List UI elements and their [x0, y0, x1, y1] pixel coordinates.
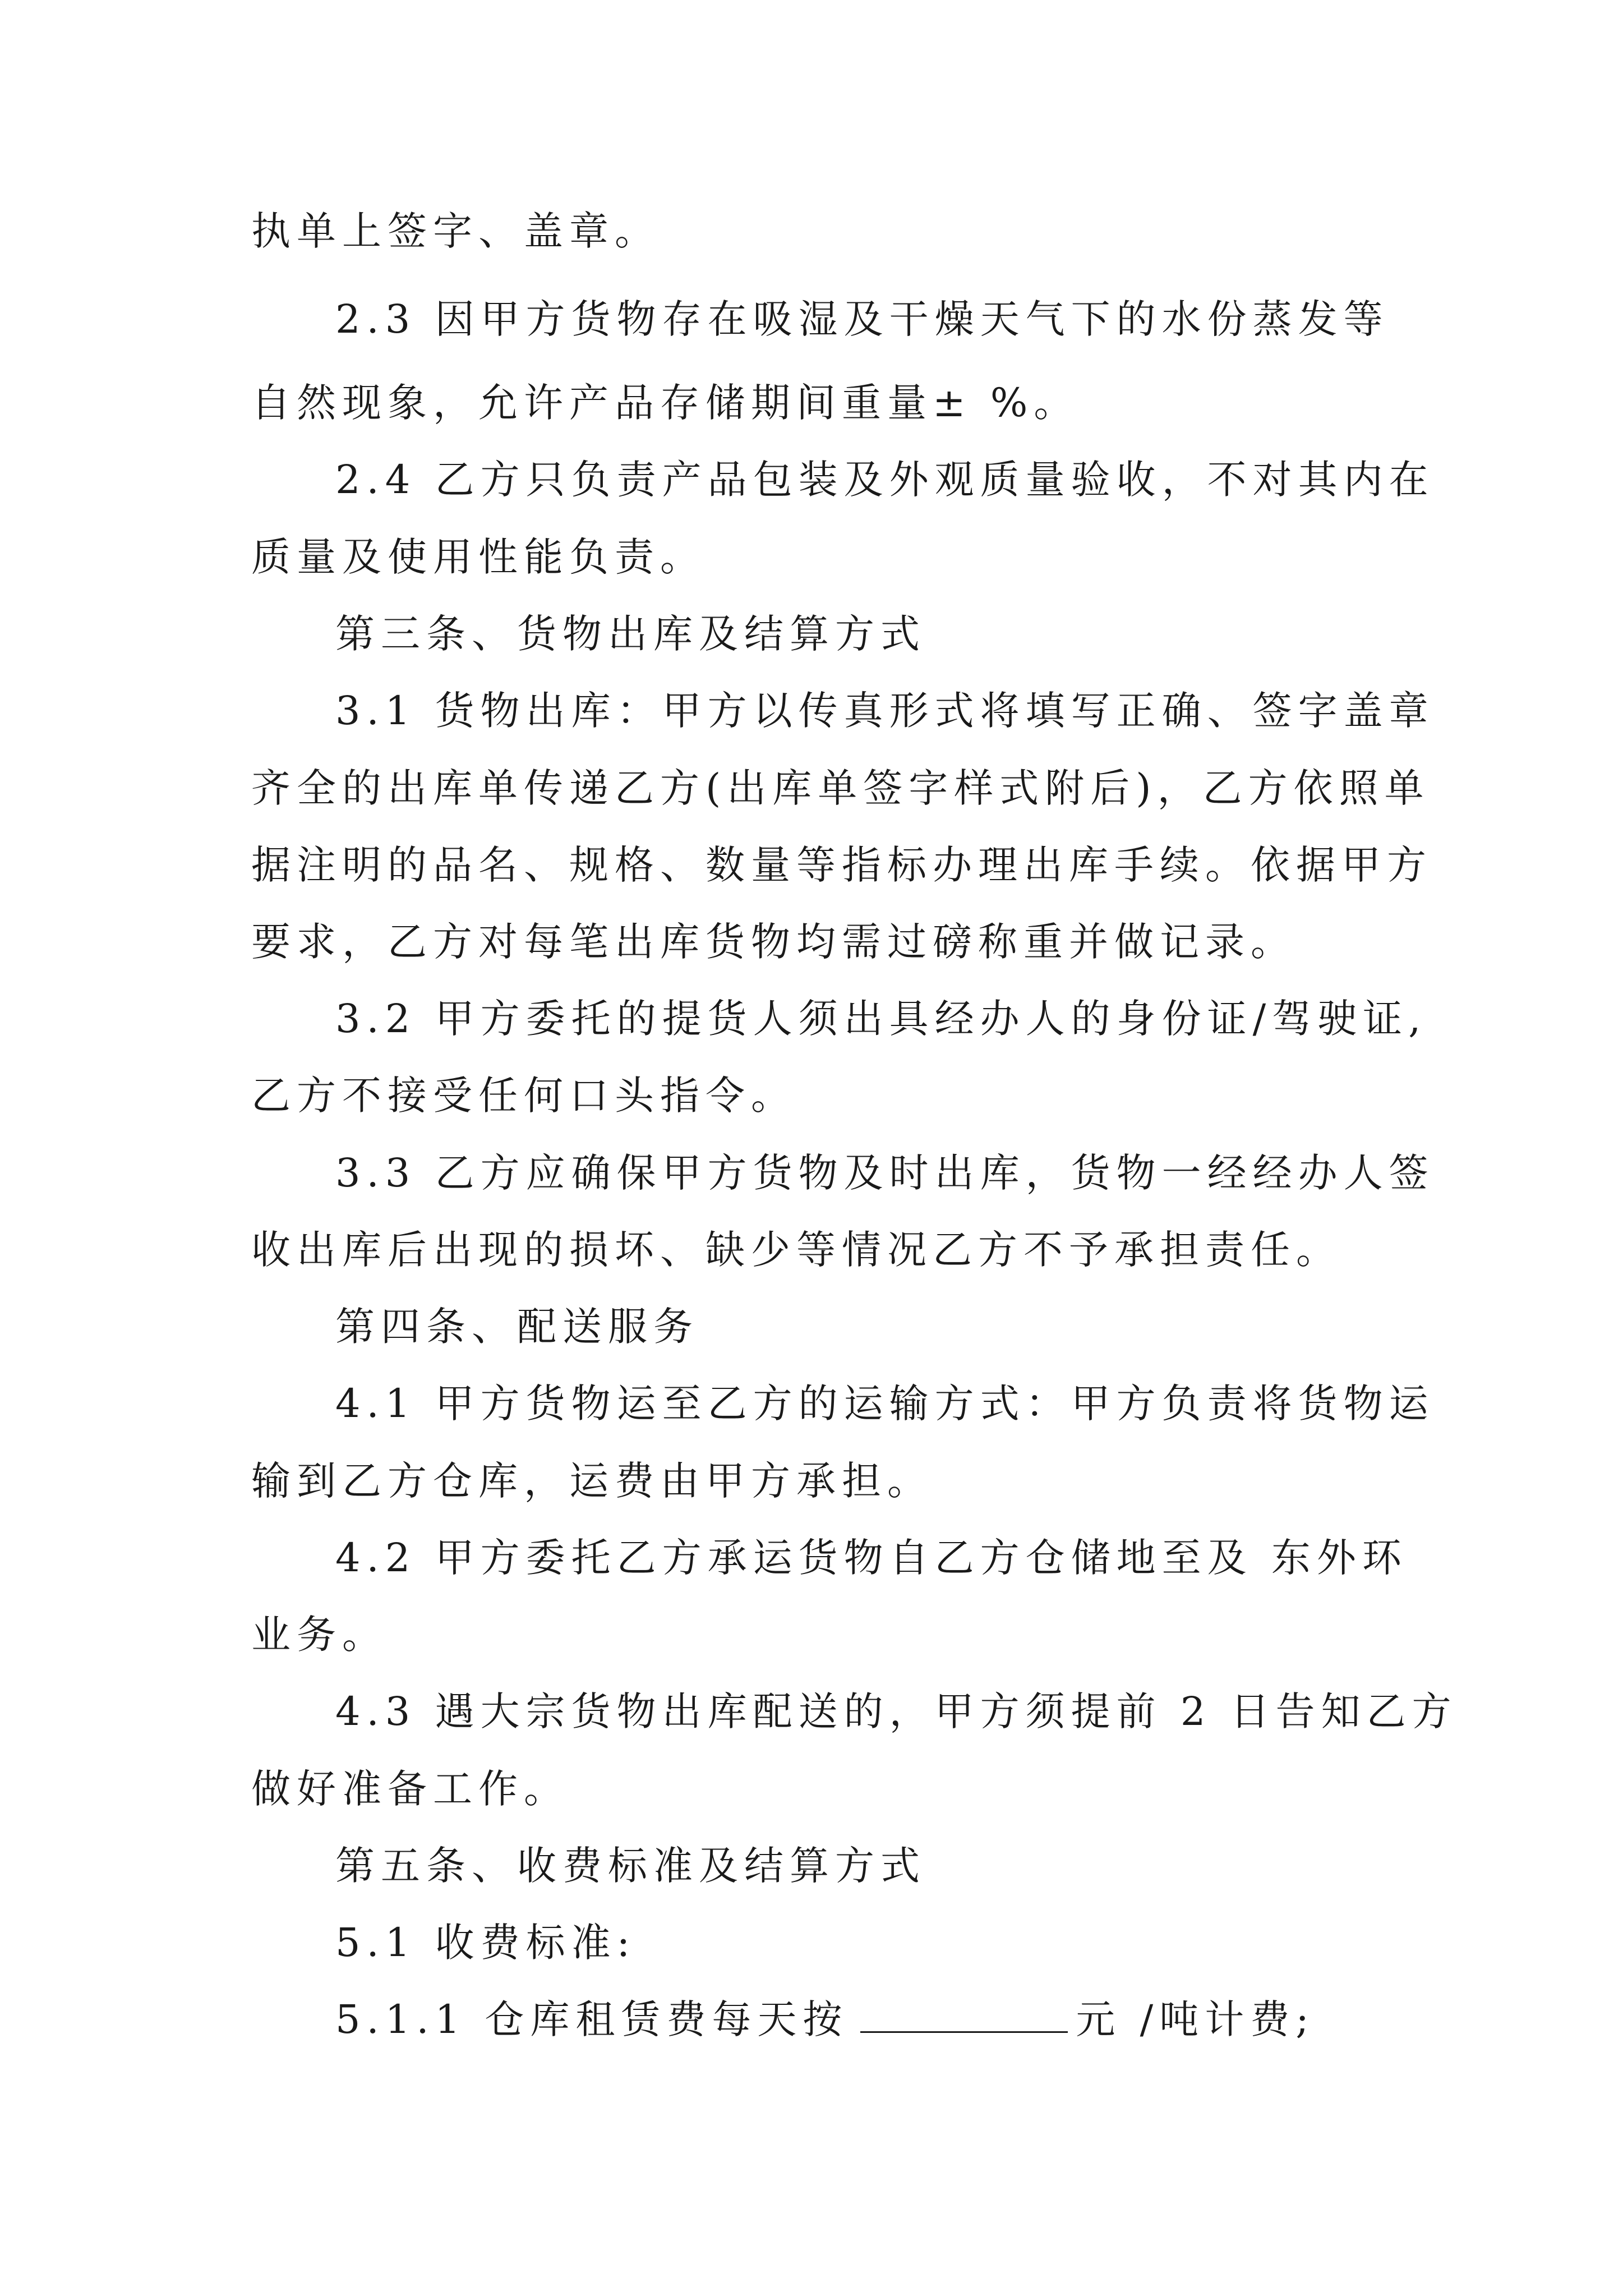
text-line: 4.2 甲方委托乙方承运货物自乙方仓储地至及 东外环 — [335, 1535, 1408, 1581]
text-line-with-blank — [335, 1989, 1474, 2050]
text-line: 4.3 遇大宗货物出库配送的，甲方须提前 2 日告知乙方 — [335, 1688, 1458, 1734]
text-line: 要求，乙方对每笔出库货物均需过磅称重并做记录。 — [251, 919, 1296, 965]
text-line: 做好准备工作。 — [251, 1766, 569, 1812]
text-line: 3.2 甲方委托的提货人须出具经办人的身份证/驾驶证, — [335, 996, 1427, 1042]
text-line: 收出库后出现的损坏、缺少等情况乙方不予承担责任。 — [251, 1227, 1341, 1273]
section-heading: 第四条、配送服务 — [335, 1304, 699, 1350]
text-line: 2.3 因甲方货物存在吸湿及干燥天气下的水份蒸发等 — [335, 296, 1389, 342]
text-line: 乙方不接受任何口头指令。 — [251, 1073, 796, 1119]
text-line: 齐全的出库单传递乙方(出库单签字样式附后)，乙方依照单 — [251, 765, 1430, 811]
text-line: 执单上签字、盖章。 — [251, 208, 660, 254]
fill-in-blank — [860, 1996, 1068, 2033]
text-line: 质量及使用性能负责。 — [251, 534, 706, 580]
text-line: 自然现象，允许产品存储期间重量± %。 — [251, 380, 1080, 426]
line-suffix: 元 /吨计费; — [1076, 1996, 1315, 2042]
text-line: 4.1 甲方货物运至乙方的运输方式：甲方负责将货物运 — [335, 1381, 1435, 1427]
text-line: 5.1 收费标准: — [335, 1920, 637, 1966]
text-line: 业务。 — [251, 1612, 388, 1658]
text-line: 3.1 货物出库：甲方以传真形式将填写正确、签字盖章 — [335, 688, 1435, 734]
section-heading: 第三条、货物出库及结算方式 — [335, 611, 926, 657]
text-line: 2.4 乙方只负责产品包装及外观质量验收，不对其内在 — [335, 457, 1435, 503]
text-line: 3.3 乙方应确保甲方货物及时出库，货物一经经办人签 — [335, 1150, 1435, 1196]
text-line: 据注明的品名、规格、数量等指标办理出库手续。依据甲方 — [251, 842, 1432, 888]
section-heading: 第五条、收费标准及结算方式 — [335, 1843, 926, 1889]
line-prefix: 5.1.1 仓库租赁费每天按 — [335, 1996, 849, 2042]
text-line: 输到乙方仓库，运费由甲方承担。 — [251, 1458, 933, 1504]
